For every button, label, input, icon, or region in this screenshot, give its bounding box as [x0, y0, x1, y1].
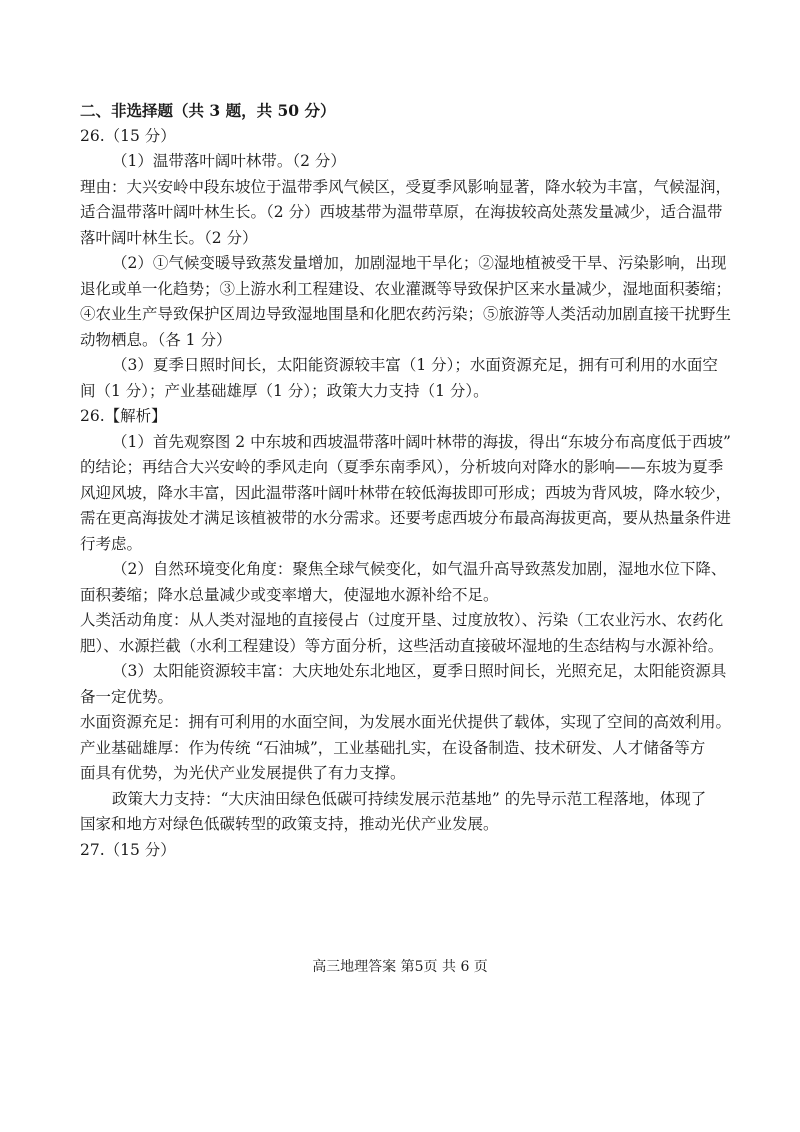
question-27-header: 27.（15 分）: [80, 840, 176, 859]
answer-26-1-line: （1）温带落叶阔叶林带。（2 分）: [112, 152, 346, 170]
page-content: [80, 98, 740, 863]
page-footer: 高三地理答案 第5页 共 6 页: [312, 959, 488, 975]
analysis-1-line: 风迎风坡，降水丰富，因此温带落叶阔叶林带在较低海拔即可形成；西坡为背风坡，降水较少，: [80, 483, 732, 502]
analysis-3-line: 政策大力支持：“大庆油田绿色低碳可持续发展示范基地” 的先导示范工程落地，体现了: [112, 789, 707, 808]
analysis-1-line: 行考虑。: [80, 534, 143, 553]
analysis-2-line: （2）自然环境变化角度：聚焦全球气候变化，如气温升高导致蒸发加剧，湿地水位下降、: [112, 560, 727, 578]
section-title: 二、非选择题（共 3 题，共 50 分）: [80, 101, 336, 120]
analysis-3-line: 面具有优势，为光伏产业发展提供了有力支撑。: [80, 764, 406, 782]
answer-26-2-line: 退化或单一化趋势；③上游水利工程建设、农业灌溉等导致保护区来水量减少，湿地面积萎缩；: [80, 279, 732, 298]
analysis-3-line: 备一定优势。: [80, 687, 174, 706]
analysis-2-line: 人类活动角度：从人类对湿地的直接侵占（过度开垦、过度放牧）、污染（工农业污水、农药化: [80, 611, 724, 629]
analysis-1-line: 需在更高海拔处才满足该植被带的水分需求。还要考虑西坡分布最高海拔更高，要从热量条件进: [80, 509, 732, 527]
analysis-3-line: 国家和地方对绿色低碳转型的政策支持，推动光伏产业发展。: [80, 815, 499, 833]
answer-26-2-line: 动物栖息。（各 1 分）: [80, 330, 232, 349]
analysis-3-line: 水面资源充足：拥有可利用的水面空间，为发展水面光伏提供了载体，实现了空间的高效利用。: [80, 713, 732, 731]
analysis-2-line: 面积萎缩；降水总量减少或变率增大，使湿地水源补给不足。: [80, 585, 499, 604]
question-26-header: 26.（15 分）: [80, 126, 176, 145]
answer-26-1-line: 落叶阔叶林生长。（2 分）: [80, 228, 258, 247]
answer-26-3-line: （3）夏季日照时间长，太阳能资源较丰富（1 分）；水面资源充足，拥有可利用的水面空: [112, 356, 718, 374]
answer-26-2-line: ④农业生产导致保护区周边导致湿地围垦和化肥农药污染；⑤旅游等人类活动加剧直接干扰野生: [80, 305, 732, 323]
analysis-3-line: （3）太阳能资源较丰富：大庆地处东北地区，夏季日照时间长，光照充足，太阳能资源具: [112, 662, 727, 680]
answer-26-2-line: （2）①气候变暖导致蒸发量增加，加剧湿地干旱化；②湿地植被受干旱、污染影响，出现: [112, 254, 727, 272]
analysis-header: 26.【解析】: [80, 407, 167, 425]
analysis-3-line: 产业基础雄厚：作为传统 “石油城”，工业基础扎实，在设备制造、技术研发、人才储备等方: [80, 738, 706, 757]
analysis-1-line: （1）首先观察图 2 中东坡和西坡温带落叶阔叶林带的海拔，得出“东坡分布高度低于西坡”: [112, 432, 731, 451]
analysis-1-line: 的结论；再结合大兴安岭的季风走向（夏季东南季风），分析坡向对降水的影响——东坡为夏季: [80, 458, 724, 476]
answer-26-3-line: 间（1 分）；产业基础雄厚（1 分）；政策大力支持（1 分）。: [80, 381, 489, 400]
answer-26-1-line: 理由：大兴安岭中段东坡位于温带季风气候区，受夏季风影响显著，降水较为丰富，气候湿润，: [80, 177, 732, 196]
analysis-2-line: 肥）、水源拦截（水利工程建设）等方面分析，这些活动直接破坏湿地的生态结构与水源补给。: [80, 636, 724, 655]
answer-26-1-line: 适合温带落叶阔叶林生长。（2 分）西坡基带为温带草原，在海拔较高处蒸发量减少，适合温带: [80, 203, 723, 221]
